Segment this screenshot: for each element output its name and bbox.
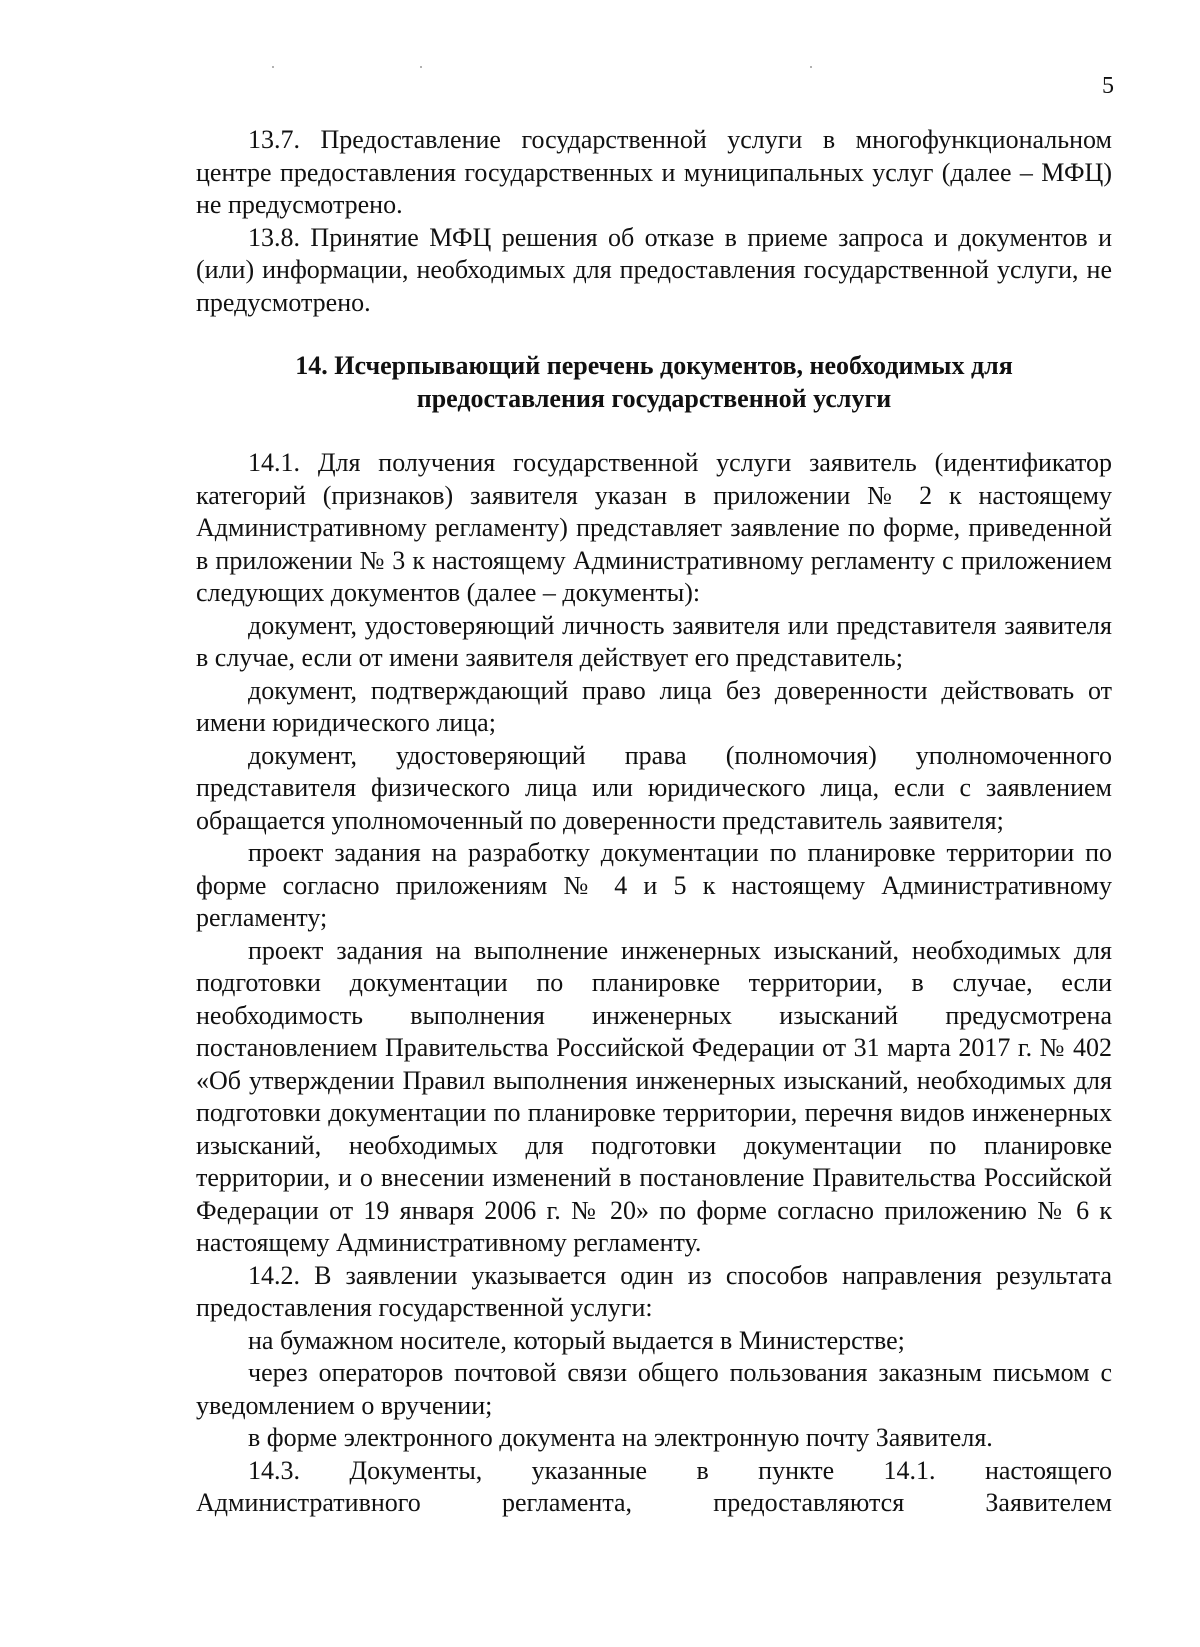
page-number: 5 [1102,73,1114,99]
paragraph-14-1: 14.1. Для получения государственной услуги заявитель (идентификатор категорий (признаков) заявителя указан в приложении № 2 к настоящему Административному регламенту) представляет заявление по форме, приведенной в приложении № 3 к настоящему Административному регламенту с приложением следующих документов (далее – документы): [196,448,1112,607]
document-item: проект задания на разработку документации по планировке территории по форме согласно приложениям № 4 и 5 к настоящему Административному регламенту; [196,838,1112,932]
section-14-heading [196,350,1112,415]
paragraph-13-7: 13.7. Предоставление государственной услуги в многофункциональном центре предоставления государственных и муниципальных услуг (далее – МФЦ) не предусмотрено. [196,125,1112,219]
paragraph-14-3-line-1: 14.3. Документы, указанные в пункте 14.1. настоящего [248,1455,1112,1485]
section-14-heading-line-2: предоставления государственной услуги [416,383,892,413]
paragraph-14-2: 14.2. В заявлении указывается один из способов направления результата предоставления государственной услуги: [196,1260,1112,1322]
document-item: документ, удостоверяющий права (полномочия) уполномоченного представителя физического лица или юридического лица, если с заявлением обращается уполномоченный по доверенности представитель заявителя; [196,740,1112,835]
document-item: проект задания на выполнение инженерных изысканий, необходимых для подготовки документации по планировке территории, в случае, если необходимость выполнения инженерных изысканий предусмотрена постановлением Правительства Российской Федерации от 31 марта 2017 г. № 402 «Об утверждении Правил выполнения инженерных изысканий, необходимых для подготовки документации по планировке территории, перечня видов инженерных изысканий, необходимых для подготовки документации по планировке территории, и о внесении изменений в постановление Правительства Российской Федерации от 19 января 2006 г. № 20» по форме согласно приложению № 6 к настоящему Административному регламенту. [196,935,1112,1257]
paragraph-14-3-line-2: Административного регламента, предоставляются Заявителем [196,1488,1112,1517]
document-item: документ, удостоверяющий личность заявителя или представителя заявителя в случае, если от имени заявителя действует его представитель; [196,610,1112,672]
document-body [196,124,1112,1520]
section-14-heading-line-1: 14. Исчерпывающий перечень документов, необходимых для [295,351,1013,380]
scan-artifact [272,66,274,68]
delivery-method-item: в форме электронного документа на электронную почту Заявителя. [248,1423,993,1452]
delivery-method-item: на бумажном носителе, который выдается в Министерстве; [248,1325,905,1355]
scan-artifact [810,66,812,68]
paragraph-13-8: 13.8. Принятие МФЦ решения об отказе в приеме запроса и документов и (или) информации, необходимых для предоставления государственной услуги, не предусмотрено. [196,222,1112,317]
document-item: документ, подтверждающий право лица без доверенности действовать от имени юридического лица; [196,675,1112,737]
delivery-method-item: через операторов почтовой связи общего пользования заказным письмом с уведомлением о вручении; [196,1358,1112,1420]
scan-artifact [420,66,422,68]
